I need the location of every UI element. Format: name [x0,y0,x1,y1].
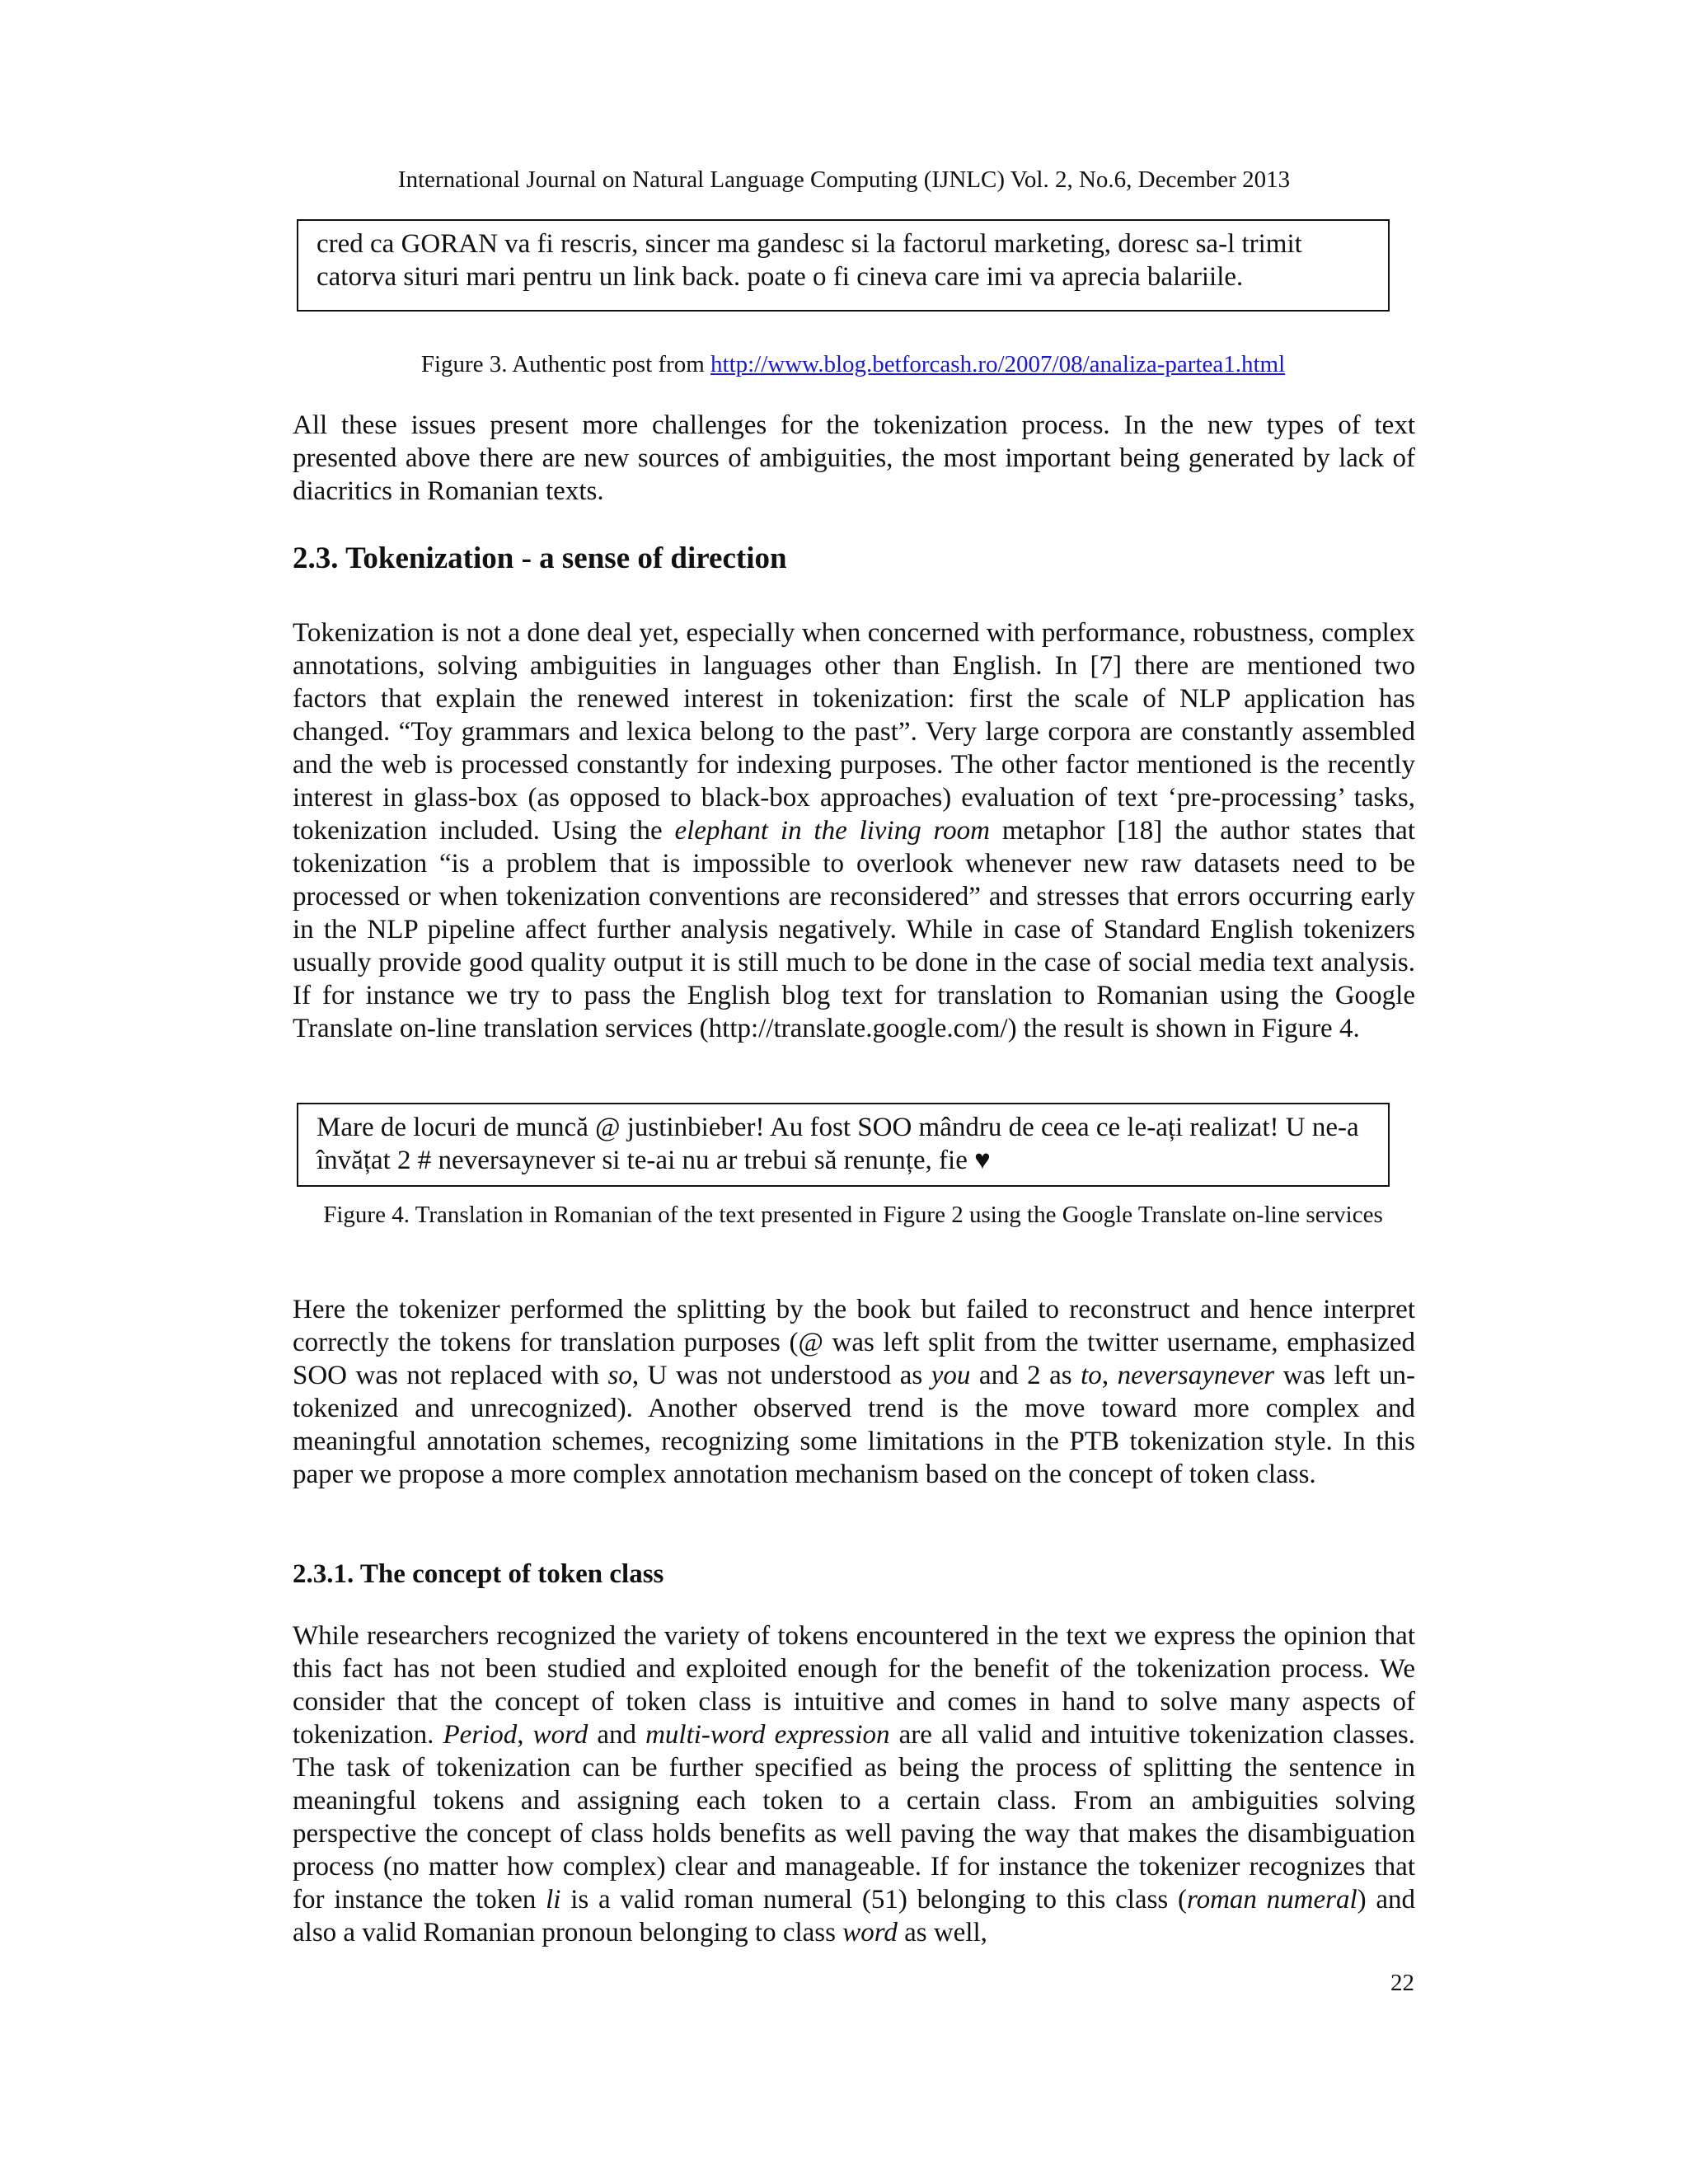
figure-4-text: Mare de locuri de muncă @ justinbieber! Au fost SOO mândru de ceea ce le-ați realizat! U ne-a învățat 2 # neversaynever si te-ai nu ar trebui să renunțe, fie ♥ [316,1113,1359,1175]
italic-term: li [546,1885,561,1915]
text-run: , [1101,1361,1118,1390]
figure-3-text: cred ca GORAN va fi rescris, sincer ma gandesc si la factorul marketing, doresc sa-l trimit catorva situri mari pentru un link back. poate o fi cineva care imi va aprecia balariile. [316,229,1302,292]
text-run: Tokenization is not a done deal yet, especially when concerned with performance, robustness, complex annotations, solving ambiguities in languages other than English. In [7] there are mentioned two factors that explain the renewed interest in tokenization: first the scale of NLP application has changed. “Toy grammars and lexica belong to the past”. Very large corpora are constantly assembled and the web is processed constantly for indexing purposes. The other factor mentioned is the recently interest in glass-box (as opposed to black-box approaches) evaluation of text ‘pre-processing’ tasks, tokenization included. Using the [293,618,1415,846]
italic-term: so [607,1361,632,1390]
paragraph-tokenizer-result [293,1293,1415,1491]
italic-term: neversaynever [1117,1361,1275,1390]
text-run: While researchers recognized the variety of tokens encountered in the text we express the opinion that this fact has not been studied and exploited enough for the benefit of the tokenization process. We consider that the concept of token class is intuitive and comes in hand to solve many aspects of tokenization. [293,1621,1415,1750]
italic-term: elephant in the living room [674,816,990,846]
figure-4-caption: Figure 4. Translation in Romanian of the text presented in Figure 2 using the Google Translate on-line services [323,1202,1383,1228]
page-number: 22 [1390,1970,1414,1996]
text-run: ) and also a valid Romanian pronoun belonging to class [293,1885,1416,1947]
italic-term: word [532,1720,588,1750]
text-run: was left un-tokenized and unrecognized). Another observed trend is the move toward more complex and meaningful annotation schemes, recognizing some limitations in the PTB tokenization style. In this paper we propose a more complex annotation mechanism based on the concept of token class. [293,1361,1416,1489]
text-run: Here the tokenizer performed the splitting by the book but failed to reconstruct and hence interpret correctly the tokens for translation purposes (@ was left split from the twitter username, emphasized SOO was not replaced with [293,1295,1415,1390]
figure-3-caption-prefix: Figure 3. Authentic post from [420,351,711,377]
paragraph-tokenization-direction [293,616,1415,1045]
italic-term: Period [443,1720,518,1750]
italic-term: you [931,1361,971,1390]
running-header: International Journal on Natural Language Computing (IJNLC) Vol. 2, No.6, December 2013 [397,166,1291,193]
text-run: and 2 as [970,1361,1081,1390]
text-run: , [517,1720,533,1750]
section-heading-2-3-1: 2.3.1. The concept of token class [293,1559,664,1589]
paragraph-token-class [293,1619,1415,1949]
text-run: , U was not understood as [631,1361,931,1390]
text-run: as well, [897,1918,987,1947]
figure-3-caption [313,349,1393,380]
text-run: metaphor [18] the author states that tokenization “is a problem that is impossible to overlook whenever new raw datasets need to be processed or when tokenization conventions are reconsidered” and stresses that errors occurring early in the NLP pipeline affect further analysis negatively. While in case of Standard English tokenizers usually provide good quality output it is still much to be done in the case of social media text analysis. If for instance we try to pass the English blog text for translation to Romanian using the Google Translate on-line translation services (http://translate.google.com/) the result is shown in Figure 4. [293,816,1415,1043]
paragraph-issues: All these issues present more challenges for the tokenization process. In the new types of text presented above there are new sources of ambiguities, the most important being generated by lack of diacritics in Romanian texts. [293,410,1415,506]
text-run: and [588,1720,646,1750]
figure-3-link[interactable]: http://www.blog.betforcash.ro/2007/08/analiza-partea1.html [710,351,1286,377]
italic-term: to [1081,1361,1102,1390]
text-run: is a valid roman numeral (51) belonging to this class ( [560,1885,1187,1915]
text-run: are all valid and intuitive tokenization classes. The task of tokenization can be further specified as being the process of splitting the sentence in meaningful tokens and assigning each token to a certain class. From an ambiguities solving perspective the concept of class holds benefits as well paving the way that makes the disambiguation process (no matter how complex) clear and manageable. If for instance the tokenizer recognizes that for instance the token [293,1720,1415,1915]
italic-term: roman numeral [1186,1885,1357,1915]
italic-term: word [842,1918,898,1947]
italic-term: multi-word expression [645,1720,890,1750]
figure-3-box [297,219,1390,312]
section-heading-2-3: 2.3. Tokenization - a sense of direction [293,541,787,575]
figure-4-box [297,1103,1390,1187]
